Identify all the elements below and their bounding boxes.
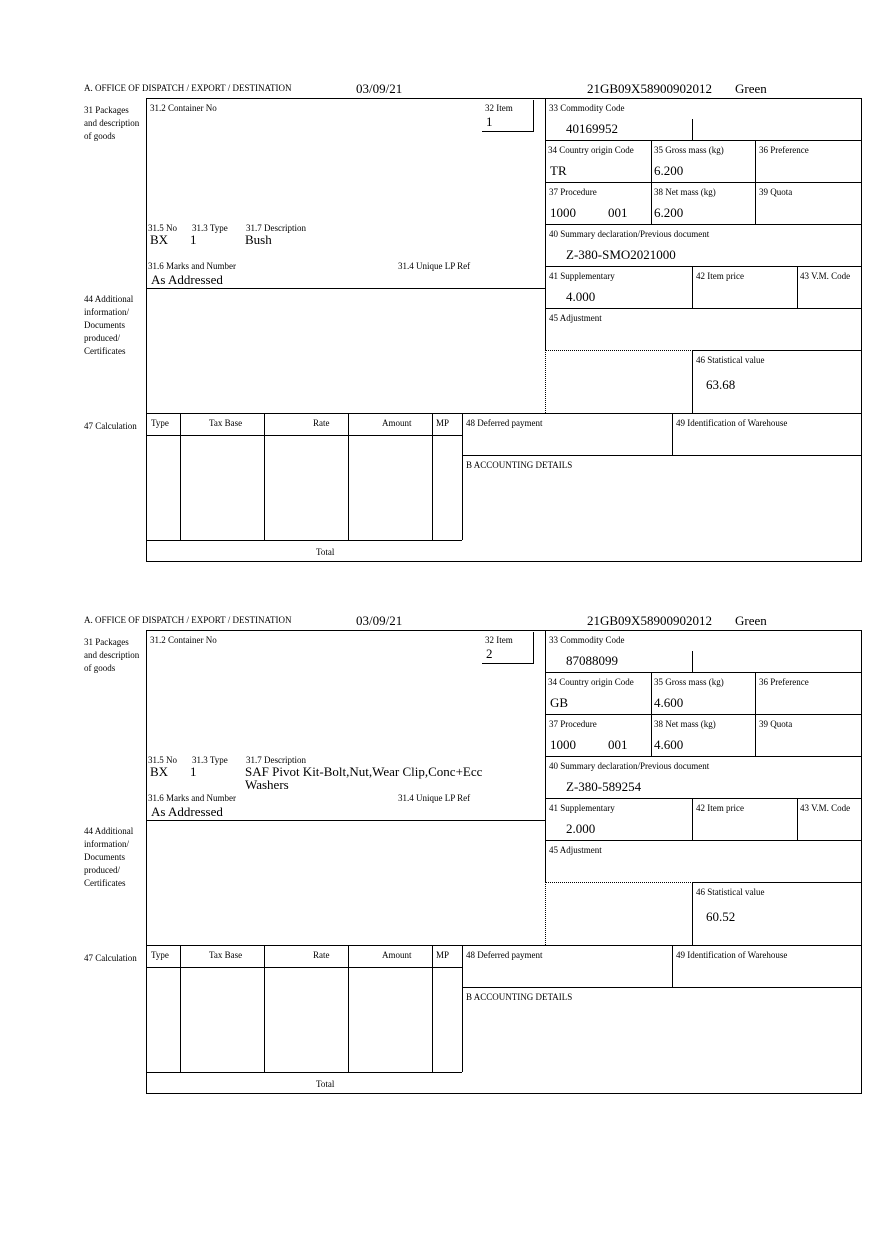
form-rule-line: [146, 630, 861, 631]
procedure-value-1: 1000: [550, 205, 576, 220]
calc-total-label: Total: [316, 547, 335, 557]
summary-label: 40 Summary declaration/Previous document: [549, 761, 710, 771]
packages-label: 31 Packages and description of goods: [84, 637, 140, 673]
warehouse-label: 49 Identification of Warehouse: [676, 950, 788, 960]
supplementary-value: 2.000: [566, 821, 596, 836]
form-rule-line: [545, 140, 861, 141]
deferred-label: 48 Deferred payment: [466, 950, 543, 960]
form-rule-line: [692, 798, 693, 840]
packages-label: 31 Packages and description of goods: [84, 105, 140, 141]
form-rule-line: [545, 820, 546, 882]
statistical-label: 46 Statistical value: [696, 887, 765, 897]
type-value: 1: [190, 232, 197, 247]
container-label: 31.2 Container No: [150, 103, 217, 113]
description-label: 31.7 Description: [246, 223, 306, 233]
form-rule-line: [146, 820, 545, 821]
adjustment-label: 45 Adjustment: [549, 313, 602, 323]
form-rule-line: [545, 672, 861, 673]
form-rule-line: [545, 308, 861, 309]
form-rule-line: [545, 266, 861, 267]
form-rule-line: [797, 266, 798, 308]
header-route: Green: [735, 81, 767, 96]
marks-value: As Addressed: [151, 272, 223, 287]
form-rule-line: [348, 413, 349, 540]
additional-info-label: 44 Additional information/ Documents produced/ Certificates: [84, 294, 134, 356]
header-route: Green: [735, 613, 767, 628]
form-rule-line: [545, 350, 693, 351]
form-rule-line: [545, 798, 861, 799]
no-value: BX: [150, 764, 169, 779]
description-value: SAF Pivot Kit-Bolt,Nut,Wear Clip,Conc+Ecc Washers: [245, 764, 483, 792]
form-rule-line: [651, 672, 652, 756]
marks-value: As Addressed: [151, 804, 223, 819]
procedure-label: 37 Procedure: [549, 719, 597, 729]
marks-label: 31.6 Marks and Number: [148, 261, 236, 271]
form-rule-line: [692, 350, 861, 351]
quota-label: 39 Quota: [759, 187, 793, 197]
form-rule-line: [545, 288, 546, 350]
calc-col-tax-base: Tax Base: [209, 950, 243, 960]
form-rule-line: [861, 98, 862, 561]
unique-lp-label: 31.4 Unique LP Ref: [398, 261, 471, 271]
calc-total-label: Total: [316, 1079, 335, 1089]
type-label: 31.3 Type: [192, 223, 228, 233]
statistical-value: 60.52: [706, 909, 736, 924]
calc-col-rate: Rate: [313, 950, 330, 960]
accounting-label: B ACCOUNTING DETAILS: [466, 992, 573, 1002]
net-value: 6.200: [654, 205, 684, 220]
form-rule-line: [692, 882, 693, 945]
no-label: 31.5 No: [148, 755, 177, 765]
office-label: A. OFFICE OF DISPATCH / EXPORT / DESTINATION: [84, 83, 292, 93]
form-rule-line: [180, 413, 181, 540]
vm-code-label: 43 V.M. Code: [800, 271, 851, 281]
gross-value: 6.200: [654, 163, 684, 178]
summary-value: Z-380-SMO2021000: [566, 247, 676, 262]
supplementary-label: 41 Supplementary: [549, 803, 615, 813]
form-rule-line: [146, 630, 147, 1093]
form-rule-line: [462, 945, 463, 1072]
accounting-label: B ACCOUNTING DETAILS: [466, 460, 573, 470]
type-label: 31.3 Type: [192, 755, 228, 765]
header-reference: 21GB09X58900902012: [587, 81, 712, 96]
form-rule-line: [348, 945, 349, 1072]
procedure-value-1: 1000: [550, 737, 576, 752]
form-rule-line: [545, 182, 861, 183]
form-rule-line: [146, 945, 861, 946]
commodity-label: 33 Commodity Code: [549, 103, 625, 113]
form-rule-line: [545, 882, 693, 883]
form-rule-line: [264, 413, 265, 540]
quota-label: 39 Quota: [759, 719, 793, 729]
commodity-value: 40169952: [566, 121, 618, 136]
form-rule-line: [545, 882, 546, 945]
calc-col-mp: MP: [436, 418, 450, 428]
calc-col-amount: Amount: [382, 950, 412, 960]
net-value: 4.600: [654, 737, 684, 752]
description-label: 31.7 Description: [246, 755, 306, 765]
calculation-label: 47 Calculation: [84, 421, 137, 431]
calc-col-amount: Amount: [382, 418, 412, 428]
form-rule-line: [264, 945, 265, 1072]
gross-label: 35 Gross mass (kg): [654, 677, 724, 687]
form-rule-line: [462, 413, 463, 540]
statistical-value: 63.68: [706, 377, 736, 392]
form-rule-line: [545, 350, 546, 413]
form-rule-line: [146, 413, 861, 414]
form-rule-line: [432, 413, 433, 540]
item-value: 1: [486, 114, 493, 129]
form-rule-line: [180, 945, 181, 1072]
form-rule-line: [797, 798, 798, 840]
preference-label: 36 Preference: [759, 145, 809, 155]
warehouse-label: 49 Identification of Warehouse: [676, 418, 788, 428]
no-value: BX: [150, 232, 169, 247]
unique-lp-label: 31.4 Unique LP Ref: [398, 793, 471, 803]
item-value: 2: [486, 646, 493, 661]
type-value: 1: [190, 764, 197, 779]
calc-col-type: Type: [151, 418, 169, 428]
marks-label: 31.6 Marks and Number: [148, 793, 236, 803]
item-label: 32 Item: [485, 635, 513, 645]
declaration-form-item-1: [0, 0, 882, 557]
form-rule-line: [432, 945, 433, 1072]
deferred-label: 48 Deferred payment: [466, 418, 543, 428]
item-price-label: 42 Item price: [696, 803, 744, 813]
net-label: 38 Net mass (kg): [654, 187, 716, 197]
procedure-value-2: 001: [608, 737, 628, 752]
form-rule-line: [146, 1093, 862, 1094]
country-value: TR: [550, 163, 567, 178]
country-value: GB: [550, 695, 569, 710]
supplementary-value: 4.000: [566, 289, 596, 304]
header-date: 03/09/21: [356, 81, 403, 96]
form-rule-line: [692, 119, 693, 140]
form-rule-line: [146, 98, 861, 99]
form-rule-line: [462, 987, 861, 988]
form-rule-line: [755, 672, 756, 756]
form-rule-line: [146, 1072, 462, 1073]
form-rule-line: [672, 413, 673, 455]
form-rule-line: [692, 350, 693, 413]
form-rule-line: [651, 140, 652, 224]
procedure-label: 37 Procedure: [549, 187, 597, 197]
header-date: 03/09/21: [356, 613, 403, 628]
calc-col-mp: MP: [436, 950, 450, 960]
form-rule-line: [755, 140, 756, 224]
form-rule-line: [146, 288, 545, 289]
additional-info-label: 44 Additional information/ Documents produced/ Certificates: [84, 826, 134, 888]
form-rule-line: [545, 714, 861, 715]
form-rule-line: [692, 882, 861, 883]
form-rule-line: [545, 630, 546, 820]
item-price-label: 42 Item price: [696, 271, 744, 281]
statistical-label: 46 Statistical value: [696, 355, 765, 365]
form-rule-line: [672, 945, 673, 987]
vm-code-label: 43 V.M. Code: [800, 803, 851, 813]
office-label: A. OFFICE OF DISPATCH / EXPORT / DESTINATION: [84, 615, 292, 625]
commodity-value: 87088099: [566, 653, 618, 668]
summary-label: 40 Summary declaration/Previous document: [549, 229, 710, 239]
form-rule-line: [861, 630, 862, 1093]
supplementary-label: 41 Supplementary: [549, 271, 615, 281]
net-label: 38 Net mass (kg): [654, 719, 716, 729]
no-label: 31.5 No: [148, 223, 177, 233]
declaration-form-item-2: [0, 532, 882, 1089]
preference-label: 36 Preference: [759, 677, 809, 687]
form-rule-line: [545, 224, 861, 225]
adjustment-label: 45 Adjustment: [549, 845, 602, 855]
country-label: 34 Country origin Code: [548, 145, 634, 155]
calculation-label: 47 Calculation: [84, 953, 137, 963]
item-label: 32 Item: [485, 103, 513, 113]
description-value: Bush: [245, 232, 272, 247]
header-reference: 21GB09X58900902012: [587, 613, 712, 628]
procedure-value-2: 001: [608, 205, 628, 220]
form-rule-line: [545, 840, 861, 841]
summary-value: Z-380-589254: [566, 779, 642, 794]
calc-col-type: Type: [151, 950, 169, 960]
gross-label: 35 Gross mass (kg): [654, 145, 724, 155]
form-rule-line: [462, 455, 861, 456]
gross-value: 4.600: [654, 695, 684, 710]
calc-col-tax-base: Tax Base: [209, 418, 243, 428]
form-rule-line: [545, 98, 546, 288]
form-rule-line: [545, 756, 861, 757]
form-rule-line: [146, 435, 462, 436]
form-rule-line: [692, 651, 693, 672]
country-label: 34 Country origin Code: [548, 677, 634, 687]
form-rule-line: [146, 967, 462, 968]
container-label: 31.2 Container No: [150, 635, 217, 645]
form-rule-line: [692, 266, 693, 308]
calc-col-rate: Rate: [313, 418, 330, 428]
commodity-label: 33 Commodity Code: [549, 635, 625, 645]
form-rule-line: [146, 98, 147, 561]
